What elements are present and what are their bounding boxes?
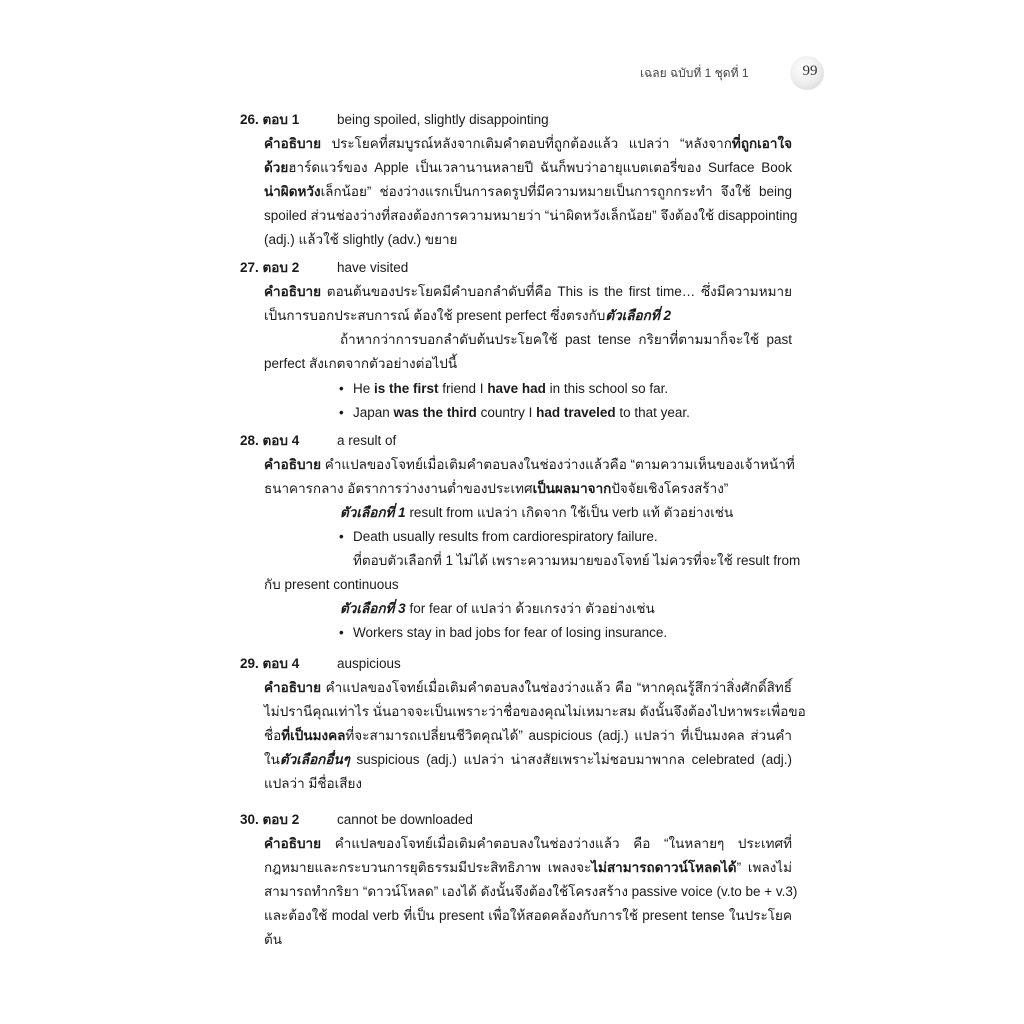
question-number: 30. ตอบ 2	[240, 812, 300, 827]
explanation-line: ด้วยฮาร์ดแวร์ของ Apple เป็นเวลานานหลายปี ฉันก็พบว่าอายุแบตเตอรี่ของ Surface Book	[264, 160, 792, 175]
running-header: เฉลย ฉบับที่ 1 ชุดที่ 1	[640, 66, 749, 80]
explanation-line: คำอธิบาย คำแปลของโจทย์เมื่อเติมคำตอบลงในช่องว่างแล้ว คือ “หากคุณรู้สึกว่าสิ่งศักดิ์สิทธิ์	[264, 680, 792, 695]
explanation-line: ชื่อที่เป็นมงคลที่จะสามารถเปลี่ยนชีวิตคุณได้” auspicious (adj.) แปลว่า ที่เป็นมงคล ส่วนคำ	[264, 728, 792, 743]
question-number: 29. ตอบ 4	[240, 656, 300, 671]
explanation-line: ธนาคารกลาง อัตราการว่างงานต่ำของประเทศเป็นผลมาจากปัจจัยเชิงโครงสร้าง”	[264, 481, 729, 496]
explanation-line: ในตัวเลือกอื่นๆ suspicious (adj.) แปลว่า น่าสงสัยเพราะไม่ชอบมาพากล celebrated (adj.)	[264, 752, 792, 767]
example-bullet: • Death usually results from cardiorespiratory failure.	[353, 525, 792, 549]
question-number: 26. ตอบ 1	[240, 112, 300, 127]
question-number: 28. ตอบ 4	[240, 433, 300, 448]
answer-text: cannot be downloaded	[337, 812, 473, 827]
example-bullet: • Japan was the third country I had traveled to that year.	[353, 401, 792, 425]
explanation-line: ต้น	[264, 932, 282, 947]
answer-text: a result of	[337, 433, 397, 448]
example-bullet: • He is the first friend I have had in this school so far.	[353, 377, 792, 401]
explanation-line: น่าผิดหวังเล็กน้อย” ช่องว่างแรกเป็นการลดรูปที่มีความหมายเป็นการถูกกระทำ จึงใช้ being	[264, 184, 792, 199]
question-number: 27. ตอบ 2	[240, 260, 300, 275]
explanation-line: แปลว่า มีชื่อเสียง	[264, 776, 362, 791]
explanation-line: กับ present continuous	[264, 577, 399, 592]
explanation-line: ไม่ปรานีคุณเท่าไร นั่นอาจจะเป็นเพราะว่าชื่อของคุณไม่เหมาะสม ดังนั้นจึงต้องไปหาพระเพื่อขอ	[264, 704, 806, 719]
explanation-line: คำอธิบาย คำแปลของโจทย์เมื่อเติมคำตอบลงในช่องว่างแล้ว คือ “ในหลายๆ ประเทศที่	[264, 836, 792, 851]
explanation-line: สามารถทำกริยา “ดาวน์โหลด” เองได้ ดังนั้นจึงต้องใช้โครงสร้าง passive voice (v.to be + v.3)	[264, 884, 798, 899]
explanation-line: ถ้าหากว่าการบอกลำดับต้นประโยคใช้ past tense กริยาที่ตามมาก็จะใช้ past	[340, 332, 792, 347]
answer-text: auspicious	[337, 656, 401, 671]
answer-text: have visited	[337, 260, 409, 275]
explanation-line: คำอธิบาย คำแปลของโจทย์เมื่อเติมคำตอบลงในช่องว่างแล้วคือ “ตามความเห็นของเจ้าหน้าที่	[264, 457, 795, 472]
explanation-line: กฎหมายและกระบวนการยุติธรรมมีประสิทธิภาพ เพลงจะไม่สามารถดาวน์โหลดได้” เพลงไม่	[264, 860, 792, 875]
explanation-line: (adj.) แล้วใช้ slightly (adv.) ขยาย	[264, 232, 458, 247]
explanation-line: คำอธิบาย ประโยคที่สมบูรณ์หลังจากเติมคำตอบที่ถูกต้องแล้ว แปลว่า “หลังจากที่ถูกเอาใจ	[264, 136, 792, 151]
example-bullet: • Workers stay in bad jobs for fear of losing insurance.	[353, 621, 792, 645]
explanation-line: perfect สังเกตจากตัวอย่างต่อไปนี้	[264, 356, 458, 371]
explanation-line: ตัวเลือกที่ 3 for fear of แปลว่า ด้วยเกรงว่า ตัวอย่างเช่น	[340, 601, 655, 616]
explanation-line: ตัวเลือกที่ 1 result from แปลว่า เกิดจาก ใช้เป็น verb แท้ ตัวอย่างเช่น	[340, 505, 734, 520]
explanation-line: และต้องใช้ modal verb ที่เป็น present เพื่อให้สอดคล้องกับการใช้ present tense ในประโยค	[264, 908, 792, 923]
explanation-line: คำอธิบาย ตอนต้นของประโยคมีคำบอกลำดับที่คือ This is the first time… ซึ่งมีความหมาย	[264, 284, 792, 299]
explanation-line: ที่ตอบตัวเลือกที่ 1 ไม่ได้ เพราะความหมายของโจทย์ ไม่ควรที่จะใช้ result from	[353, 553, 801, 568]
explanation-line: spoiled ส่วนช่องว่างที่สองต้องการความหมายว่า “น่าผิดหวังเล็กน้อย” จึงต้องใช้ disappointing	[264, 208, 798, 223]
explanation-line: เป็นการบอกประสบการณ์ ต้องใช้ present perfect ซึ่งตรงกับตัวเลือกที่ 2	[264, 308, 671, 323]
page-number: 99	[802, 63, 818, 79]
answer-text: being spoiled, slightly disappointing	[337, 112, 549, 127]
